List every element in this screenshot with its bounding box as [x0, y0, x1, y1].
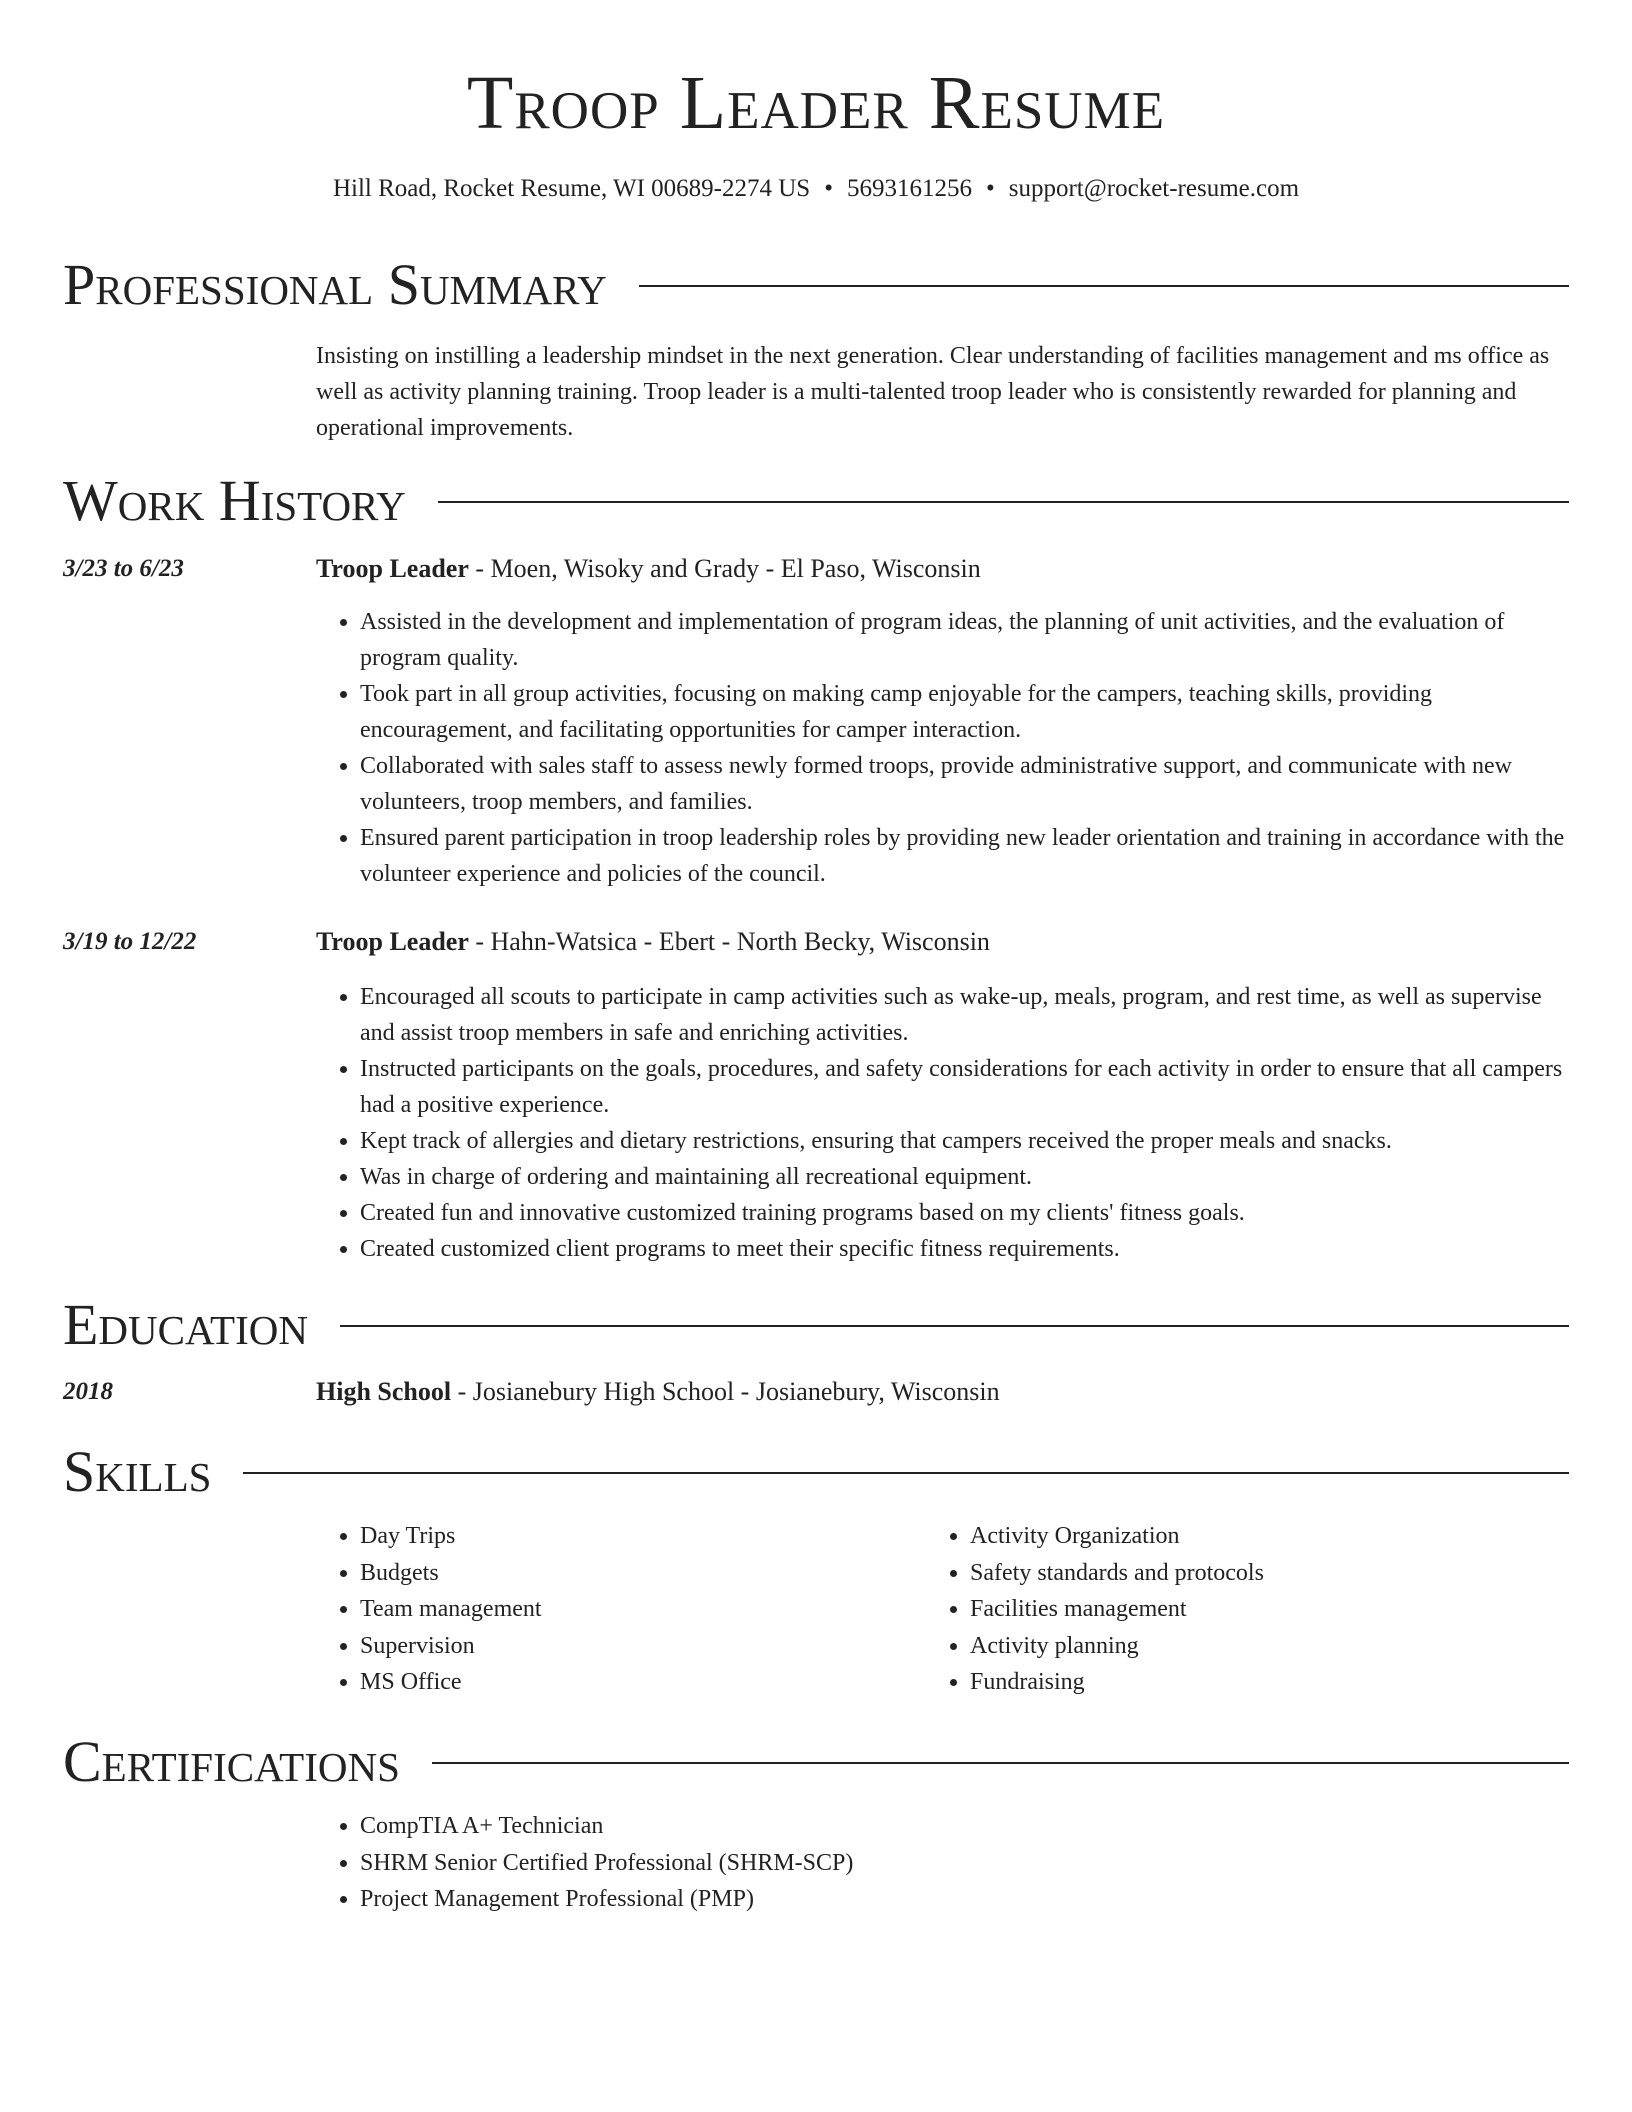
- job-heading: [316, 925, 1569, 959]
- job-bullet: • Encouraged all scouts to participate in camp activities such as wake-up, meals, program, and rest time, as well as supervise and assist troop members in safe and enriching activities.: [360, 979, 1569, 1051]
- contact-address: Hill Road, Rocket Resume, WI 00689-2274 US: [332, 175, 811, 202]
- job-bullet: • Took part in all group activities, focusing on making camp enjoyable for the campers, teaching skills, providing encouragement, and facilitating opportunities for camper interaction.: [360, 676, 1569, 748]
- skill-item: • Supervision: [360, 1628, 542, 1665]
- education-heading: Education: [63, 1292, 308, 1357]
- job-heading: [316, 552, 1569, 586]
- skill-item: • Safety standards and protocols: [970, 1555, 1264, 1592]
- contact-phone: 5693161256: [846, 175, 972, 202]
- job-bullet: • Was in charge of ordering and maintaining all recreational equipment.: [360, 1159, 1569, 1195]
- education-year: 2018: [63, 1378, 113, 1405]
- contact-line: [0, 172, 1632, 206]
- contact-separator: •: [985, 175, 995, 202]
- skills-section-header: [63, 1437, 1569, 1507]
- skill-item: • Team management: [360, 1591, 542, 1628]
- section-divider: [340, 1325, 1569, 1327]
- job-details: - Moen, Wisoky and Grady - El Paso, Wisconsin: [468, 554, 981, 583]
- job-details: - Hahn-Watsica - Ebert - North Becky, Wisconsin: [468, 927, 990, 956]
- certification-item: • CompTIA A+ Technician: [360, 1808, 853, 1845]
- certification-item: • Project Management Professional (PMP): [360, 1881, 853, 1918]
- summary-heading: Professional Summary: [63, 252, 607, 317]
- certifications-list: [316, 1808, 853, 1918]
- job-bullet: • Assisted in the development and implementation of program ideas, the planning of unit activities, and the evaluation of program quality.: [360, 604, 1569, 676]
- job-title: Troop Leader: [316, 554, 469, 583]
- contact-email[interactable]: support@rocket-resume.com: [1008, 175, 1300, 202]
- skill-item: • Budgets: [360, 1555, 542, 1592]
- education-degree: High School: [316, 1377, 452, 1406]
- job-bullets: [316, 604, 1569, 892]
- job-bullet: • Ensured parent participation in troop leadership roles by providing new leader orientation and training in accordance with the volunteer experience and policies of the council.: [360, 820, 1569, 892]
- job-bullets: [316, 979, 1569, 1267]
- skill-item: • Day Trips: [360, 1518, 542, 1555]
- skill-item: • MS Office: [360, 1664, 542, 1701]
- skill-item: • Activity Organization: [970, 1518, 1264, 1555]
- contact-separator: •: [824, 175, 833, 202]
- job-dates: 3/19 to 12/22: [63, 928, 197, 955]
- section-divider: [432, 1762, 1569, 1764]
- job-dates: 3/23 to 6/23: [63, 555, 184, 582]
- section-divider: [639, 285, 1569, 287]
- job-bullet: • Created customized client programs to meet their specific fitness requirements.: [360, 1231, 1569, 1267]
- skill-item: • Fundraising: [970, 1664, 1264, 1701]
- summary-text: Insisting on instilling a leadership mindset in the next generation. Clear understanding of facilities management and ms office as well as activity planning training. Troop leader is a multi-talented troop leader who is consistently rewarded for planning and operational improvements.: [316, 343, 1550, 441]
- section-divider: [438, 501, 1569, 503]
- skill-item: • Facilities management: [970, 1591, 1264, 1628]
- job-title: Troop Leader: [316, 927, 469, 956]
- certifications-section-header: [63, 1727, 1569, 1797]
- summary-section-header: [63, 250, 1569, 320]
- work-section-header: [63, 466, 1569, 536]
- resume-title: Troop Leader Resume: [466, 61, 1166, 145]
- skills-heading: Skills: [63, 1439, 212, 1504]
- education-section-header: [63, 1290, 1569, 1360]
- job-bullet: • Kept track of allergies and dietary restrictions, ensuring that campers received the proper meals and snacks.: [360, 1123, 1569, 1159]
- certification-item: • SHRM Senior Certified Professional (SHRM-SCP): [360, 1845, 853, 1882]
- certifications-heading: Certifications: [63, 1729, 400, 1794]
- education-details: - Josianebury High School - Josianebury, Wisconsin: [451, 1377, 1000, 1406]
- section-divider: [243, 1472, 1569, 1474]
- education-entry: [316, 1375, 1569, 1409]
- work-heading: Work History: [63, 468, 406, 533]
- skills-list-right: [926, 1518, 1264, 1701]
- job-bullet: • Collaborated with sales staff to assess newly formed troops, provide administrative support, and communicate with new volunteers, troop members, and families.: [360, 748, 1569, 820]
- job-bullet: • Instructed participants on the goals, procedures, and safety considerations for each activity in order to ensure that all campers had a positive experience.: [360, 1051, 1569, 1123]
- skill-item: • Activity planning: [970, 1628, 1264, 1665]
- job-bullet: • Created fun and innovative customized training programs based on my clients' fitness goals.: [360, 1195, 1569, 1231]
- skills-list-left: [316, 1518, 542, 1701]
